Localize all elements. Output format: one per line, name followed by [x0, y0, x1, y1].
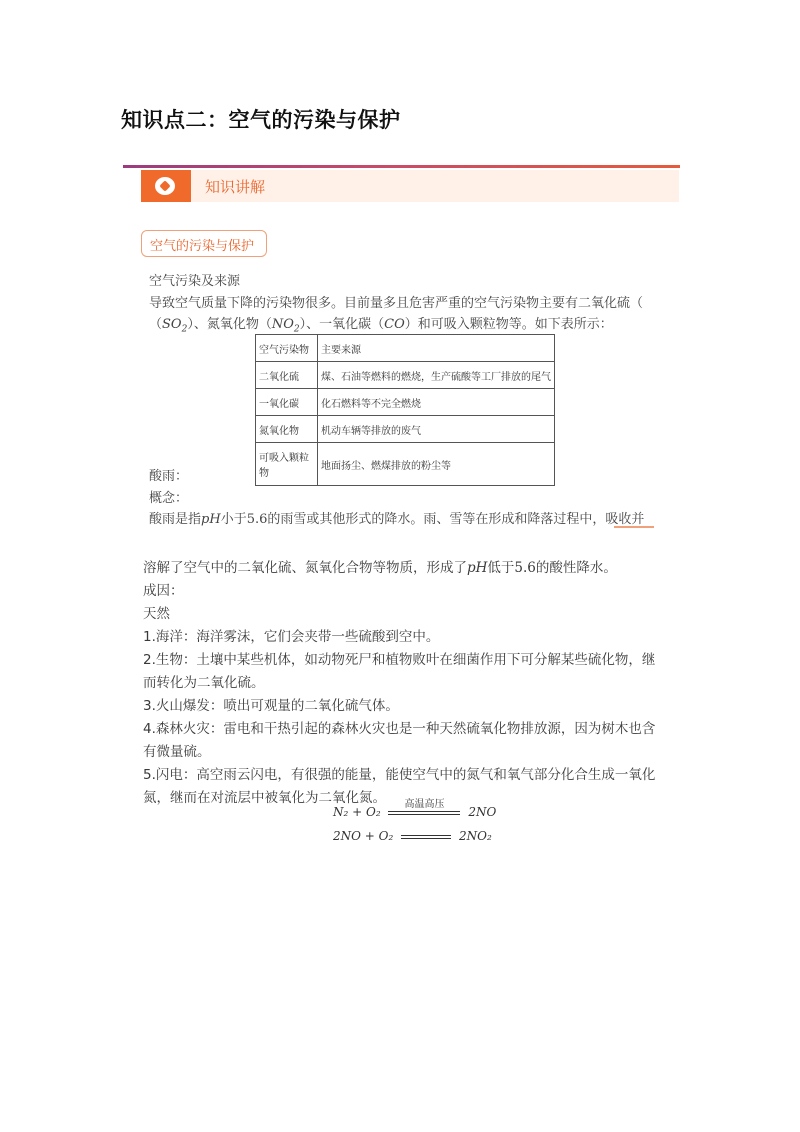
intro-heading: 空气污染及来源 [149, 274, 241, 289]
acid-rain-definition-1: 酸雨是指pH小于5.6的雨雪或其他形式的降水。雨、雪等在形成和降落过程中，吸收并 [149, 512, 645, 527]
section-tag [141, 230, 267, 257]
table-row [256, 389, 555, 416]
table-cell: 机动车辆等排放的废气 [318, 416, 555, 443]
header-divider [123, 165, 680, 168]
cause-item: 而转化为二氧化硫。 [143, 675, 265, 691]
cause-label: 成因： [143, 583, 184, 599]
cause-item: 2.生物：土壤中某些机体，如动物死尸和植物败叶在细菌作用下可分解某些硫化物，继 [143, 652, 656, 668]
concept-label: 概念： [149, 491, 189, 506]
table-cell: 煤、石油等燃料的燃烧，生产硫酸等工厂排放的尾气 [318, 362, 555, 389]
highlight-underline [614, 526, 654, 528]
cause-item: 5.闪电：高空雨云闪电，有很强的能量，能使空气中的氮气和氧气部分化合生成一氧化 [143, 767, 656, 783]
page-title: 知识点二：空气的污染与保护 [121, 108, 401, 132]
table-row [256, 416, 555, 443]
banner-label: 知识讲解 [205, 178, 266, 196]
equation-2-arrow [401, 831, 451, 843]
table-header-cell: 空气污染物 [256, 335, 318, 362]
cause-item: 1.海洋：海洋雾沫，它们会夹带一些硫酸到空中。 [143, 629, 440, 645]
table-cell: 氮氧化物 [256, 416, 318, 443]
table-row [256, 443, 555, 486]
table-header-row [256, 335, 555, 362]
equation-1 [333, 798, 497, 819]
equation-2-left: 2NO + O₂ [333, 829, 394, 843]
cause-item: 氮，继而在对流层中被氧化为二氧化氮。 [143, 790, 386, 806]
table-cell: 二氧化硫 [256, 362, 318, 389]
table-cell: 一氧化碳 [256, 389, 318, 416]
pollutant-table [255, 334, 555, 486]
table-cell: 可吸入颗粒物 [256, 443, 318, 486]
natural-label: 天然 [143, 606, 170, 622]
intro-line-2: $(SO_2)$、氮氧化物$(NO_2)$、一氧化碳（CO）和可吸入颗粒物等。如下表所示： [149, 317, 613, 335]
table-row [256, 362, 555, 389]
table-cell: 化石燃料等不完全燃烧 [318, 389, 555, 416]
equation-1-right: 2NO [468, 805, 497, 819]
heart-icon [141, 170, 191, 202]
equation-1-condition: 高温高压 [404, 798, 445, 810]
cause-item: 3.火山爆发：喷出可观量的二氧化硫气体。 [143, 698, 399, 714]
acid-rain-label: 酸雨： [149, 469, 189, 484]
equation-1-arrow [388, 798, 460, 819]
equation-1-left: N₂ + O₂ [333, 805, 381, 819]
section-tag-label: 空气的污染与保护 [150, 239, 255, 254]
table-cell: 地面扬尘、燃煤排放的粉尘等 [318, 443, 555, 486]
cause-item: 4.森林火灾：雷电和干热引起的森林火灾也是一种天然硫氧化物排放源，因为树木也含 [143, 721, 656, 737]
intro-line-1: 导致空气质量下降的污染物很多。目前量多且危害严重的空气污染物主要有二氧化硫（ [149, 296, 644, 311]
table-header-cell: 主要来源 [318, 335, 555, 362]
cause-item: 有微量硫。 [143, 744, 211, 760]
equation-2-right: 2NO₂ [458, 829, 492, 843]
equation-2 [333, 829, 492, 843]
acid-rain-definition-2: 溶解了空气中的二氧化硫、氮氧化合物等物质，形成了pH低于5.6的酸性降水。 [143, 560, 617, 576]
